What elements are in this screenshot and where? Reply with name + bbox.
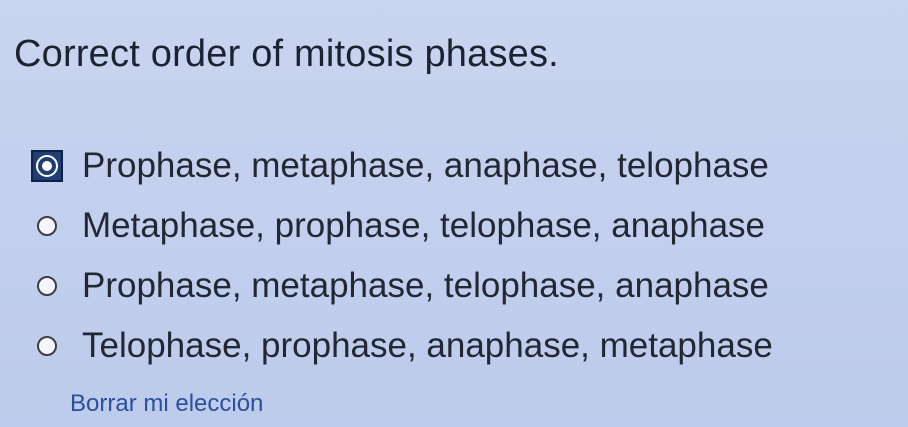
answer-option-3[interactable] <box>26 256 886 316</box>
answer-options <box>26 136 886 376</box>
radio-circle-icon <box>37 276 57 296</box>
answer-option-label: Telophase, prophase, anaphase, metaphase <box>82 326 773 365</box>
answer-option-label: Prophase, metaphase, telophase, anaphase <box>82 266 769 305</box>
radio-button[interactable] <box>26 205 68 247</box>
radio-button-selected[interactable] <box>31 150 63 182</box>
question-text: Correct order of mitosis phases. <box>14 33 559 75</box>
clear-choice-link[interactable]: Borrar mi elección <box>70 390 264 417</box>
answer-option-1[interactable] <box>26 136 886 196</box>
answer-option-4[interactable] <box>26 316 886 376</box>
answer-option-label: Metaphase, prophase, telophase, anaphase <box>82 206 766 245</box>
radio-button[interactable] <box>26 325 68 367</box>
radio-circle-icon <box>36 155 58 177</box>
answer-option-2[interactable] <box>26 196 886 256</box>
answer-option-label: Prophase, metaphase, anaphase, telophase <box>82 146 769 185</box>
radio-circle-icon <box>37 216 57 236</box>
radio-button[interactable] <box>26 265 68 307</box>
radio-circle-icon <box>37 336 57 356</box>
